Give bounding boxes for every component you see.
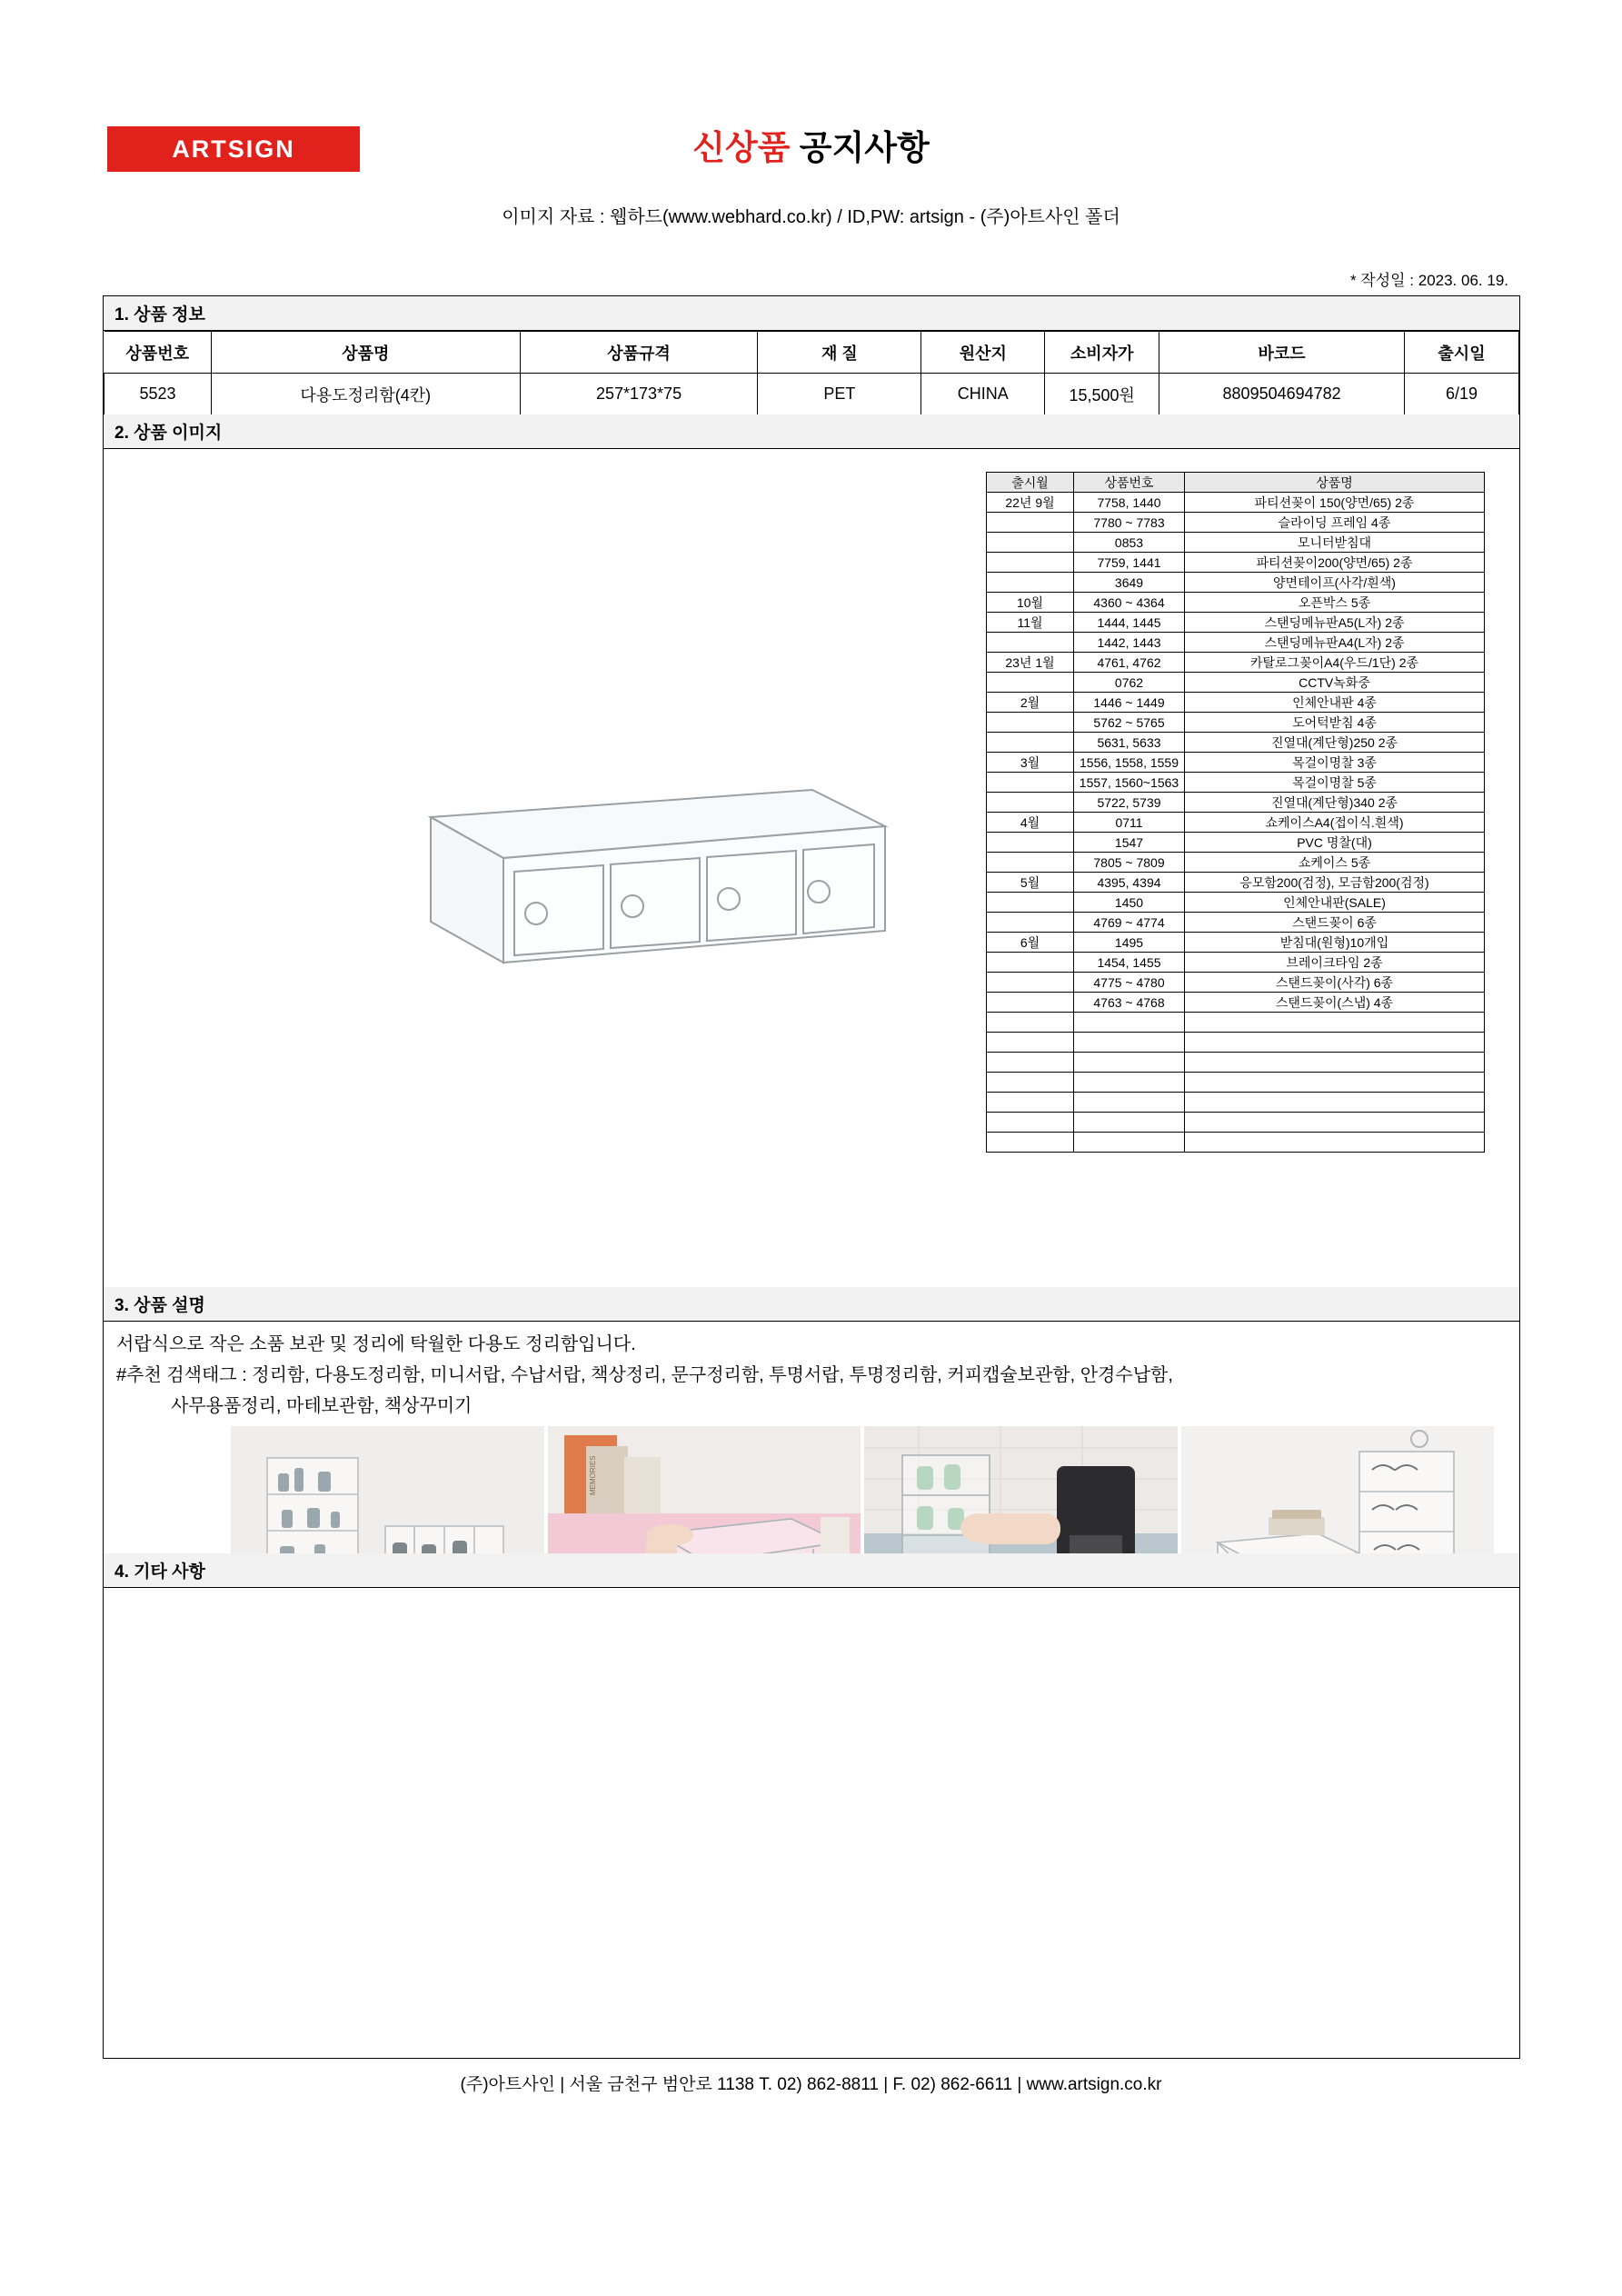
release-cell-name: 파티션꽂이 150(양면/65) 2종 — [1185, 493, 1485, 513]
release-cell-code — [1074, 1133, 1185, 1153]
release-list-table — [986, 472, 1485, 1153]
release-row — [987, 993, 1485, 1013]
release-cell-code: 0762 — [1074, 673, 1185, 693]
description-line-2: #추천 검색태그 : 정리함, 다용도정리함, 미니서랍, 수납서랍, 책상정리, 문구정리함, 투명서랍, 투명정리함, 커피캡슐보관함, 안경수납함, — [116, 1365, 1173, 1385]
release-cell-month — [987, 673, 1074, 693]
release-cell-month — [987, 1113, 1074, 1133]
release-row — [987, 873, 1485, 893]
release-row — [987, 833, 1485, 853]
cell-price: 15,500원 — [1045, 374, 1159, 415]
release-row — [987, 613, 1485, 633]
cell-release: 6/19 — [1405, 374, 1519, 415]
source-note: 이미지 자료 : 웹하드(www.webhard.co.kr) / ID,PW: artsign - (주)아트사인 폴더 — [502, 207, 1120, 227]
release-row — [987, 493, 1485, 513]
release-cell-month — [987, 893, 1074, 913]
release-row — [987, 1093, 1485, 1113]
release-row — [987, 733, 1485, 753]
release-cell-month — [987, 1033, 1074, 1053]
col-header-code: 상품번호 — [104, 332, 212, 374]
release-row — [987, 1073, 1485, 1093]
release-cell-code — [1074, 1113, 1185, 1133]
release-cell-name: 목걸이명찰 3종 — [1185, 753, 1485, 773]
release-cell-code: 3649 — [1074, 573, 1185, 593]
release-cell-month — [987, 1013, 1074, 1033]
release-cell-code: 4395, 4394 — [1074, 873, 1185, 893]
release-cell-month — [987, 1093, 1074, 1113]
created-date: * 작성일 : 2023. 06. 19. — [1349, 272, 1508, 289]
release-cell-month: 22년 9월 — [987, 493, 1074, 513]
release-cell-name: 스탠드꽂이 6종 — [1185, 913, 1485, 933]
release-cell-name: 브레이크타임 2종 — [1185, 953, 1485, 973]
release-cell-month — [987, 993, 1074, 1013]
release-cell-name — [1185, 1033, 1485, 1053]
release-row — [987, 673, 1485, 693]
release-cell-month: 11월 — [987, 613, 1074, 633]
release-col-code: 상품번호 — [1074, 473, 1185, 493]
release-cell-name: CCTV녹화중 — [1185, 673, 1485, 693]
etc-content-area — [104, 1588, 1519, 2058]
release-cell-code: 1446 ~ 1449 — [1074, 693, 1185, 713]
release-cell-code: 7780 ~ 7783 — [1074, 513, 1185, 533]
release-cell-month: 3월 — [987, 753, 1074, 773]
release-cell-name: 스탠드꽂이(스냅) 4종 — [1185, 993, 1485, 1013]
release-header-row — [987, 473, 1485, 493]
page-title-red: 신상품 — [692, 129, 791, 166]
section-heading-description: 3. 상품 설명 — [104, 1287, 1519, 1322]
release-cell-month — [987, 733, 1074, 753]
release-cell-month — [987, 853, 1074, 873]
cell-name: 다용도정리함(4칸) — [211, 374, 520, 415]
table-header-row — [104, 332, 1519, 374]
release-row — [987, 553, 1485, 573]
release-row — [987, 593, 1485, 613]
release-cell-code — [1074, 1073, 1185, 1093]
col-header-release: 출시일 — [1405, 332, 1519, 374]
section-heading-etc: 4. 기타 사항 — [104, 1553, 1519, 1588]
release-cell-name: 양면테이프(사각/흰색) — [1185, 573, 1485, 593]
release-cell-name — [1185, 1093, 1485, 1113]
col-header-barcode: 바코드 — [1159, 332, 1405, 374]
release-cell-code: 1450 — [1074, 893, 1185, 913]
release-row — [987, 653, 1485, 673]
release-row — [987, 973, 1485, 993]
release-cell-name: 스탠드꽂이(사각) 6종 — [1185, 973, 1485, 993]
release-cell-name: 인체안내판(SALE) — [1185, 893, 1485, 913]
description-line-1: 서랍식으로 작은 소품 보관 및 정리에 탁월한 다용도 정리함입니다. — [116, 1334, 636, 1354]
release-row — [987, 513, 1485, 533]
product-info-table — [104, 331, 1519, 415]
cell-material: PET — [758, 374, 921, 415]
release-cell-code: 1556, 1558, 1559 — [1074, 753, 1185, 773]
release-cell-month — [987, 713, 1074, 733]
product-image-area — [104, 449, 1519, 1287]
release-row — [987, 533, 1485, 553]
release-cell-name: 인체안내판 4종 — [1185, 693, 1485, 713]
release-cell-month — [987, 793, 1074, 813]
main-frame — [103, 295, 1520, 2059]
release-cell-code: 4763 ~ 4768 — [1074, 993, 1185, 1013]
release-cell-month: 2월 — [987, 693, 1074, 713]
release-cell-name: 쇼케이스A4(접이식.흰색) — [1185, 813, 1485, 833]
release-cell-name: 도어턱받침 4종 — [1185, 713, 1485, 733]
release-cell-name: PVC 명찰(대) — [1185, 833, 1485, 853]
release-cell-code: 0853 — [1074, 533, 1185, 553]
release-cell-code: 1444, 1445 — [1074, 613, 1185, 633]
release-cell-code: 1442, 1443 — [1074, 633, 1185, 653]
cell-barcode: 8809504694782 — [1159, 374, 1405, 415]
release-row — [987, 893, 1485, 913]
release-cell-name: 모니터받침대 — [1185, 533, 1485, 553]
release-row — [987, 953, 1485, 973]
col-header-price: 소비자가 — [1045, 332, 1159, 374]
release-row — [987, 1113, 1485, 1133]
release-cell-code: 5722, 5739 — [1074, 793, 1185, 813]
release-cell-name: 응모함200(검정), 모금함200(검정) — [1185, 873, 1485, 893]
release-cell-month: 10월 — [987, 593, 1074, 613]
release-cell-code: 7758, 1440 — [1074, 493, 1185, 513]
release-cell-month — [987, 633, 1074, 653]
release-cell-name — [1185, 1013, 1485, 1033]
release-cell-code — [1074, 1013, 1185, 1033]
release-cell-month — [987, 773, 1074, 793]
table-row — [104, 374, 1519, 415]
release-cell-code: 1454, 1455 — [1074, 953, 1185, 973]
description-line-3: 사무용품정리, 마테보관함, 책상꾸미기 — [171, 1396, 473, 1416]
release-col-name: 상품명 — [1185, 473, 1485, 493]
release-cell-code: 4769 ~ 4774 — [1074, 913, 1185, 933]
release-cell-month — [987, 1053, 1074, 1073]
release-cell-month: 5월 — [987, 873, 1074, 893]
release-cell-code: 4775 ~ 4780 — [1074, 973, 1185, 993]
release-cell-name — [1185, 1133, 1485, 1153]
section-heading-product-info: 1. 상품 정보 — [104, 296, 1519, 331]
release-cell-month: 4월 — [987, 813, 1074, 833]
release-cell-name: 슬라이딩 프레임 4종 — [1185, 513, 1485, 533]
release-row — [987, 913, 1485, 933]
cell-code: 5523 — [104, 374, 212, 415]
release-row — [987, 573, 1485, 593]
page-title-black: 공지사항 — [790, 129, 930, 166]
release-row — [987, 1013, 1485, 1033]
release-cell-code: 4360 ~ 4364 — [1074, 593, 1185, 613]
cell-spec: 257*173*75 — [520, 374, 758, 415]
release-cell-name: 스탠딩메뉴판A4(L자) 2종 — [1185, 633, 1485, 653]
release-row — [987, 853, 1485, 873]
release-cell-month — [987, 913, 1074, 933]
release-row — [987, 933, 1485, 953]
release-cell-month — [987, 573, 1074, 593]
release-cell-code: 5762 ~ 5765 — [1074, 713, 1185, 733]
release-row — [987, 713, 1485, 733]
col-header-name: 상품명 — [211, 332, 520, 374]
release-cell-name: 파티션꽂이200(양면/65) 2종 — [1185, 553, 1485, 573]
release-cell-name: 진열대(계단형)250 2종 — [1185, 733, 1485, 753]
artsign-logo: ARTSIGN — [107, 126, 360, 172]
release-row — [987, 1033, 1485, 1053]
footer-contact: (주)아트사인 | 서울 금천구 범안로 1138 T. 02) 862-8811 | F. 02) 862-6611 | www.artsign.co.kr — [460, 2075, 1162, 2094]
page-title — [0, 120, 1622, 169]
release-col-month: 출시월 — [987, 473, 1074, 493]
release-cell-code: 1557, 1560~1563 — [1074, 773, 1185, 793]
release-cell-code: 0711 — [1074, 813, 1185, 833]
release-cell-name: 목걸이명찰 5종 — [1185, 773, 1485, 793]
release-cell-code: 1547 — [1074, 833, 1185, 853]
release-row — [987, 633, 1485, 653]
release-cell-name — [1185, 1113, 1485, 1133]
col-header-origin: 원산지 — [921, 332, 1045, 374]
release-row — [987, 793, 1485, 813]
release-cell-code: 7759, 1441 — [1074, 553, 1185, 573]
release-cell-month — [987, 833, 1074, 853]
release-cell-name: 받침대(원형)10개입 — [1185, 933, 1485, 953]
col-header-spec: 상품규격 — [520, 332, 758, 374]
release-cell-month: 6월 — [987, 933, 1074, 953]
release-cell-code: 5631, 5633 — [1074, 733, 1185, 753]
release-cell-name — [1185, 1053, 1485, 1073]
product-description — [104, 1322, 1519, 1422]
release-cell-name: 오픈박스 5종 — [1185, 593, 1485, 613]
release-row — [987, 1133, 1485, 1153]
release-cell-name: 카탈로그꽂이A4(우드/1단) 2종 — [1185, 653, 1485, 673]
release-row — [987, 693, 1485, 713]
release-cell-code — [1074, 1093, 1185, 1113]
release-cell-month — [987, 513, 1074, 533]
release-cell-name — [1185, 1073, 1485, 1093]
col-header-material: 재 질 — [758, 332, 921, 374]
release-cell-month: 23년 1월 — [987, 653, 1074, 673]
release-cell-code: 7805 ~ 7809 — [1074, 853, 1185, 873]
release-cell-month — [987, 1073, 1074, 1093]
release-cell-name: 스탠딩메뉴판A5(L자) 2종 — [1185, 613, 1485, 633]
release-cell-month — [987, 1133, 1074, 1153]
release-row — [987, 773, 1485, 793]
release-cell-month — [987, 553, 1074, 573]
release-cell-code — [1074, 1053, 1185, 1073]
release-cell-name: 쇼케이스 5종 — [1185, 853, 1485, 873]
release-cell-month — [987, 533, 1074, 553]
release-row — [987, 813, 1485, 833]
release-cell-code: 1495 — [1074, 933, 1185, 953]
release-cell-code — [1074, 1033, 1185, 1053]
release-cell-name: 진열대(계단형)340 2종 — [1185, 793, 1485, 813]
release-cell-month — [987, 973, 1074, 993]
release-cell-code: 4761, 4762 — [1074, 653, 1185, 673]
svg-text:MEMORIES: MEMORIES — [588, 1455, 597, 1495]
cell-origin: CHINA — [921, 374, 1045, 415]
release-row — [987, 753, 1485, 773]
release-row — [987, 1053, 1485, 1073]
section-heading-product-image: 2. 상품 이미지 — [104, 414, 1519, 449]
product-hero-image — [376, 763, 894, 1017]
release-cell-month — [987, 953, 1074, 973]
